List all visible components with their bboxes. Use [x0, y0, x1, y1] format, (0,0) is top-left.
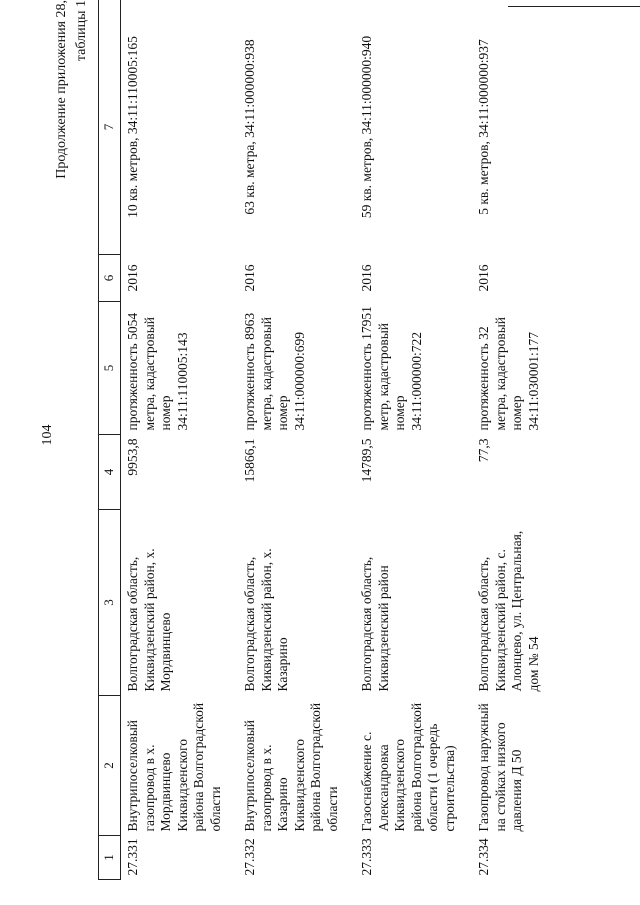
object-value: 14789,5 [359, 438, 374, 483]
continuation-line-2: таблицы 1 [74, 0, 89, 62]
object-characteristics: протяженность 8963 метра, кадастровый номер 34:11:000000:699 [242, 312, 307, 431]
land-plot: 63 кв. метра, 34:11:000000:938 [242, 39, 257, 215]
object-name: Внутрипоселковый газопровод в х. Мордвинцево Киквидзенского района Волгоградской области [125, 702, 223, 832]
row-number: 27.333 [359, 838, 374, 876]
object-address: Волгоградская область, Киквидзенский район, х. Казарино [242, 548, 290, 692]
object-name: Газоснабжение с. Александровка Киквидзенского района Волгоградской области (1 очередь строительства) [359, 702, 457, 832]
header-row [99, 0, 121, 880]
object-name: Газопровод наружный на стойках низкого давления Д 50 [476, 703, 524, 832]
appendix-table [98, 0, 556, 880]
object-value: 15866,1 [242, 438, 257, 483]
land-plot: 59 кв. метров, 34:11:000000:940 [359, 35, 374, 219]
continuation-line-1: Продолжение приложения 28, [54, 0, 69, 179]
rotated-page [40, 0, 600, 880]
row-number: 27.332 [242, 838, 257, 876]
row-number: 27.334 [476, 838, 491, 876]
object-address: Волгоградская область, Киквидзенский район, с. Алонцево, ул. Центральная, дом № 54 [476, 530, 541, 692]
header-col-7: 7 [99, 0, 121, 255]
object-year: 2016 [125, 264, 140, 292]
header-col-5: 5 [99, 302, 121, 435]
object-year: 2016 [476, 264, 491, 292]
land-plot: 5 кв. метров, 34:11:000000:937 [476, 39, 491, 215]
header-col-3: 3 [99, 510, 121, 696]
object-year: 2016 [359, 264, 374, 292]
object-characteristics: протяженность 5054 метра, кадастровый номер 34:11:110005:143 [125, 312, 190, 431]
header-col-4: 4 [99, 435, 121, 510]
page-number: 104 [40, 424, 55, 446]
object-address: Волгоградская область, Киквидзенский район, х. Мордвинцево [125, 548, 173, 692]
object-characteristics: протяженность 17951 метр, кадастровый номер 34:11:000000:722 [359, 306, 424, 431]
object-year: 2016 [242, 264, 257, 292]
object-name: Внутрипоселковый газопровод в х. Казарино Киквидзенского района Волгоградской области [242, 702, 340, 832]
header-col-6: 6 [99, 255, 121, 302]
table-row [472, 0, 556, 880]
header-col-1: 1 [99, 836, 121, 880]
row-number: 27.331 [125, 838, 140, 876]
continuation-heading [52, 0, 92, 260]
object-value: 9953,8 [125, 438, 140, 476]
table-row [121, 0, 239, 880]
object-characteristics: протяженность 32 метра, кадастровый номер 34:11:030001:177 [476, 316, 541, 431]
table-row [238, 0, 355, 880]
object-address: Волгоградская область, Киквидзенский район [359, 556, 391, 692]
land-plot: 10 кв. метров, 34:11:110005:165 [125, 36, 140, 218]
object-value: 77,3 [476, 438, 491, 463]
header-col-2: 2 [99, 696, 121, 836]
table-row [355, 0, 472, 880]
